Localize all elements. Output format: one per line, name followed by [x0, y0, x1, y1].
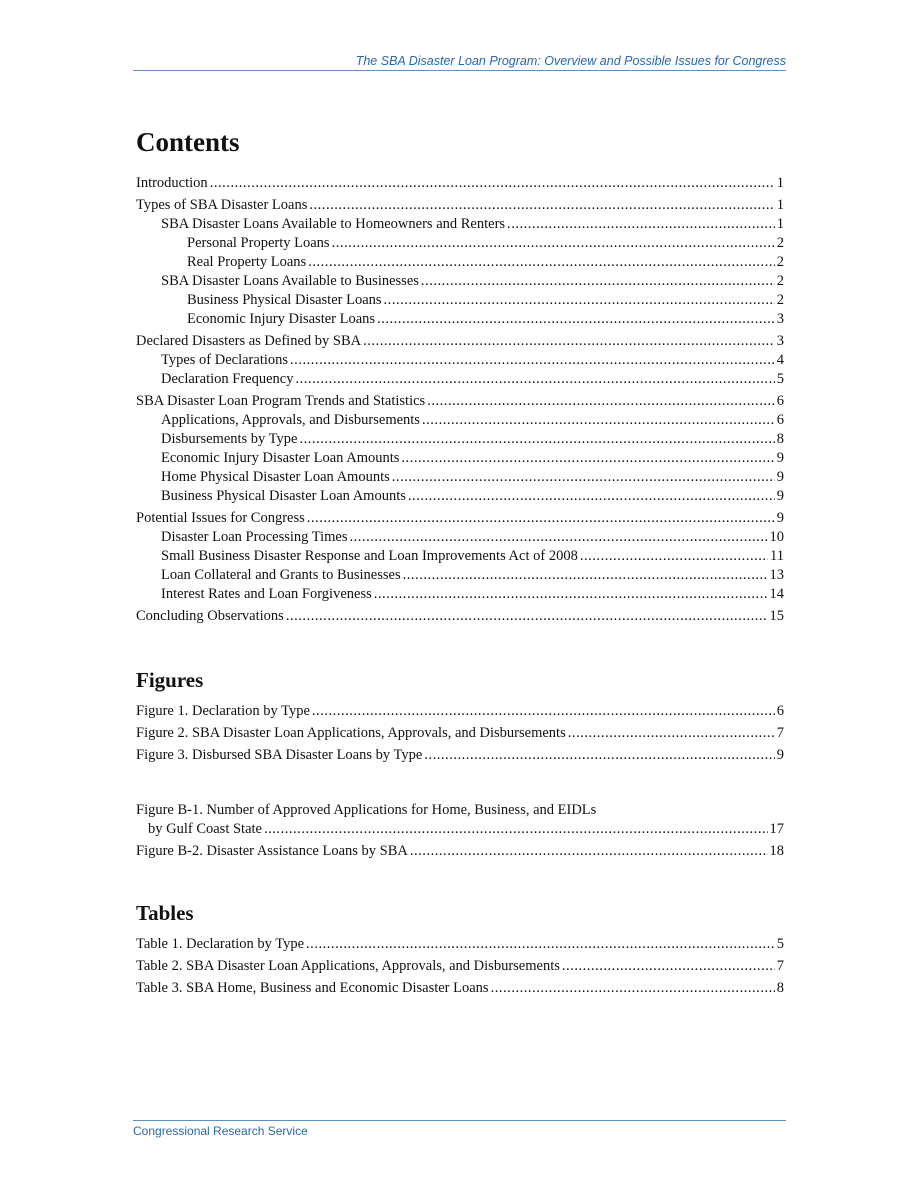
dot-leader: [309, 196, 774, 215]
entry-page-number: 9: [776, 450, 784, 466]
dot-leader: [286, 607, 768, 626]
dot-leader: [374, 585, 768, 604]
tables-list: [136, 935, 784, 998]
contents-heading: Contents: [136, 127, 240, 157]
dot-leader: [312, 702, 775, 721]
toc-entry[interactable]: [136, 430, 784, 449]
figures-list: [136, 702, 784, 765]
dot-leader: [401, 449, 774, 468]
table-entry[interactable]: [136, 935, 784, 954]
entry-title: Disbursements by Type: [161, 431, 298, 447]
entry-title: Economic Injury Disaster Loans: [187, 311, 376, 327]
table-entry[interactable]: [136, 979, 784, 998]
table-entry[interactable]: [136, 957, 784, 976]
entry-page-number: 6: [776, 412, 784, 428]
dot-leader: [295, 370, 774, 389]
toc-entry[interactable]: [136, 215, 784, 234]
figure-entry[interactable]: [136, 746, 784, 765]
entry-title: Economic Injury Disaster Loan Amounts: [161, 450, 400, 466]
running-header-title: The SBA Disaster Loan Program: Overview and Possible Issues for Congress: [355, 54, 786, 68]
toc-entry[interactable]: [136, 310, 784, 329]
entry-title: Figure 1. Declaration by Type: [136, 703, 310, 719]
dot-leader: [349, 528, 767, 547]
entry-page-number: 8: [776, 431, 784, 447]
running-header: [133, 54, 786, 71]
figure-entry[interactable]: [136, 820, 784, 839]
dot-leader: [408, 487, 775, 506]
toc-entry[interactable]: [136, 174, 784, 193]
entry-page-number: 9: [776, 488, 784, 504]
dot-leader: [424, 746, 774, 765]
toc-entry[interactable]: [136, 449, 784, 468]
footer-organization: Congressional Research Service: [133, 1124, 308, 1138]
entry-title: Personal Property Loans: [187, 235, 330, 251]
figures-heading: Figures: [136, 668, 204, 692]
dot-leader: [308, 253, 775, 272]
entry-title: Figure 3. Disbursed SBA Disaster Loans by Type: [136, 747, 423, 763]
running-footer: [133, 1120, 786, 1138]
entry-title: Small Business Disaster Response and Loan Improvements Act of 2008: [161, 548, 578, 564]
dot-leader: [507, 215, 775, 234]
entry-title: Real Property Loans: [187, 254, 307, 270]
contents-list: [136, 174, 784, 626]
dot-leader: [363, 332, 775, 351]
toc-entry[interactable]: [136, 411, 784, 430]
dot-leader: [290, 351, 775, 370]
dot-leader: [422, 411, 775, 430]
toc-entry[interactable]: [136, 547, 784, 566]
entry-title: Applications, Approvals, and Disbursements: [161, 412, 420, 428]
entry-title: Concluding Observations: [136, 608, 284, 624]
entry-page-number: 6: [776, 703, 784, 719]
entry-page-number: 1: [776, 197, 784, 213]
dot-leader: [332, 234, 775, 253]
figure-entry[interactable]: [136, 724, 784, 743]
entry-page-number: 5: [776, 371, 784, 387]
toc-entry[interactable]: [136, 370, 784, 389]
entry-page-number: 7: [776, 958, 784, 974]
tables-heading: Tables: [136, 901, 194, 925]
dot-leader: [421, 272, 775, 291]
toc-entry[interactable]: [136, 234, 784, 253]
toc-entry[interactable]: [136, 351, 784, 370]
entry-title: Types of Declarations: [161, 352, 289, 368]
dot-leader: [264, 820, 768, 839]
entry-page-number: 2: [776, 273, 784, 289]
toc-entry[interactable]: [136, 272, 784, 291]
entry-title: by Gulf Coast State: [148, 821, 262, 837]
entry-page-number: 13: [769, 567, 784, 583]
figure-entry-title-line1[interactable]: Figure B-1. Number of Approved Applications for Home, Business, and EIDLs: [136, 802, 597, 818]
entry-page-number: 14: [769, 586, 784, 602]
toc-entry[interactable]: [136, 196, 784, 215]
entry-page-number: 7: [776, 725, 784, 741]
entry-title: Figure 2. SBA Disaster Loan Applications, Approvals, and Disbursements: [136, 725, 566, 741]
entry-page-number: 9: [776, 469, 784, 485]
entry-page-number: 10: [769, 529, 784, 545]
entry-page-number: 18: [769, 843, 784, 859]
entry-title: Introduction: [136, 175, 208, 191]
figure-entry[interactable]: [136, 842, 784, 861]
dot-leader: [491, 979, 775, 998]
dot-leader: [403, 566, 768, 585]
dot-leader: [562, 957, 775, 976]
entry-title: SBA Disaster Loans Available to Homeowners and Renters: [161, 216, 506, 232]
entry-title: Table 1. Declaration by Type: [136, 936, 305, 952]
entry-page-number: 2: [776, 292, 784, 308]
entry-title: Business Physical Disaster Loan Amounts: [161, 488, 406, 504]
entry-page-number: 17: [769, 821, 784, 837]
dot-leader: [307, 509, 775, 528]
entry-title: Figure B-2. Disaster Assistance Loans by SBA: [136, 843, 408, 859]
toc-entry[interactable]: [136, 291, 784, 310]
entry-page-number: 15: [769, 608, 784, 624]
entry-page-number: 6: [776, 393, 784, 409]
toc-entry[interactable]: [136, 468, 784, 487]
entry-title: Home Physical Disaster Loan Amounts: [161, 469, 390, 485]
entry-page-number: 2: [776, 235, 784, 251]
entry-title: Table 3. SBA Home, Business and Economic Disaster Loans: [136, 980, 489, 996]
entry-page-number: 3: [776, 311, 784, 327]
dot-leader: [580, 547, 768, 566]
entry-page-number: 1: [776, 175, 784, 191]
entry-page-number: 8: [776, 980, 784, 996]
entry-title: SBA Disaster Loans Available to Businesses: [161, 273, 419, 289]
toc-entry[interactable]: [136, 566, 784, 585]
dot-leader: [299, 430, 774, 449]
toc-entry[interactable]: [136, 332, 784, 351]
entry-page-number: 2: [776, 254, 784, 270]
toc-entry[interactable]: [136, 528, 784, 547]
entry-title: Declaration Frequency: [161, 371, 294, 387]
dot-leader: [306, 935, 775, 954]
dot-leader: [427, 392, 775, 411]
dot-leader: [568, 724, 775, 743]
entry-title: Declared Disasters as Defined by SBA: [136, 333, 362, 349]
dot-leader: [384, 291, 775, 310]
entry-page-number: 1: [776, 216, 784, 232]
figure-entry[interactable]: [136, 702, 784, 721]
entry-page-number: 4: [776, 352, 784, 368]
entry-title: Disaster Loan Processing Times: [161, 529, 348, 545]
entry-title: Business Physical Disaster Loans: [187, 292, 382, 308]
entry-page-number: 9: [776, 510, 784, 526]
toc-entry[interactable]: [136, 253, 784, 272]
entry-page-number: 5: [776, 936, 784, 952]
dot-leader: [210, 174, 775, 193]
dot-leader: [377, 310, 775, 329]
entry-title: Table 2. SBA Disaster Loan Applications, Approvals, and Disbursements: [136, 958, 560, 974]
toc-entry[interactable]: [136, 487, 784, 506]
entry-title: Potential Issues for Congress: [136, 510, 305, 526]
entry-page-number: 3: [776, 333, 784, 349]
dot-leader: [410, 842, 768, 861]
figures-appendix-list: [136, 801, 784, 861]
entry-title: Loan Collateral and Grants to Businesses: [161, 567, 401, 583]
entry-page-number: 11: [770, 548, 784, 564]
entry-page-number: 9: [776, 747, 784, 763]
entry-title: Types of SBA Disaster Loans: [136, 197, 308, 213]
toc-entry[interactable]: [136, 509, 784, 528]
toc-entry[interactable]: [136, 607, 784, 626]
entry-title: SBA Disaster Loan Program Trends and Statistics: [136, 393, 426, 409]
toc-entry[interactable]: [136, 392, 784, 411]
dot-leader: [392, 468, 775, 487]
toc-entry[interactable]: [136, 585, 784, 604]
page-content: [136, 124, 784, 998]
entry-title: Interest Rates and Loan Forgiveness: [161, 586, 372, 602]
